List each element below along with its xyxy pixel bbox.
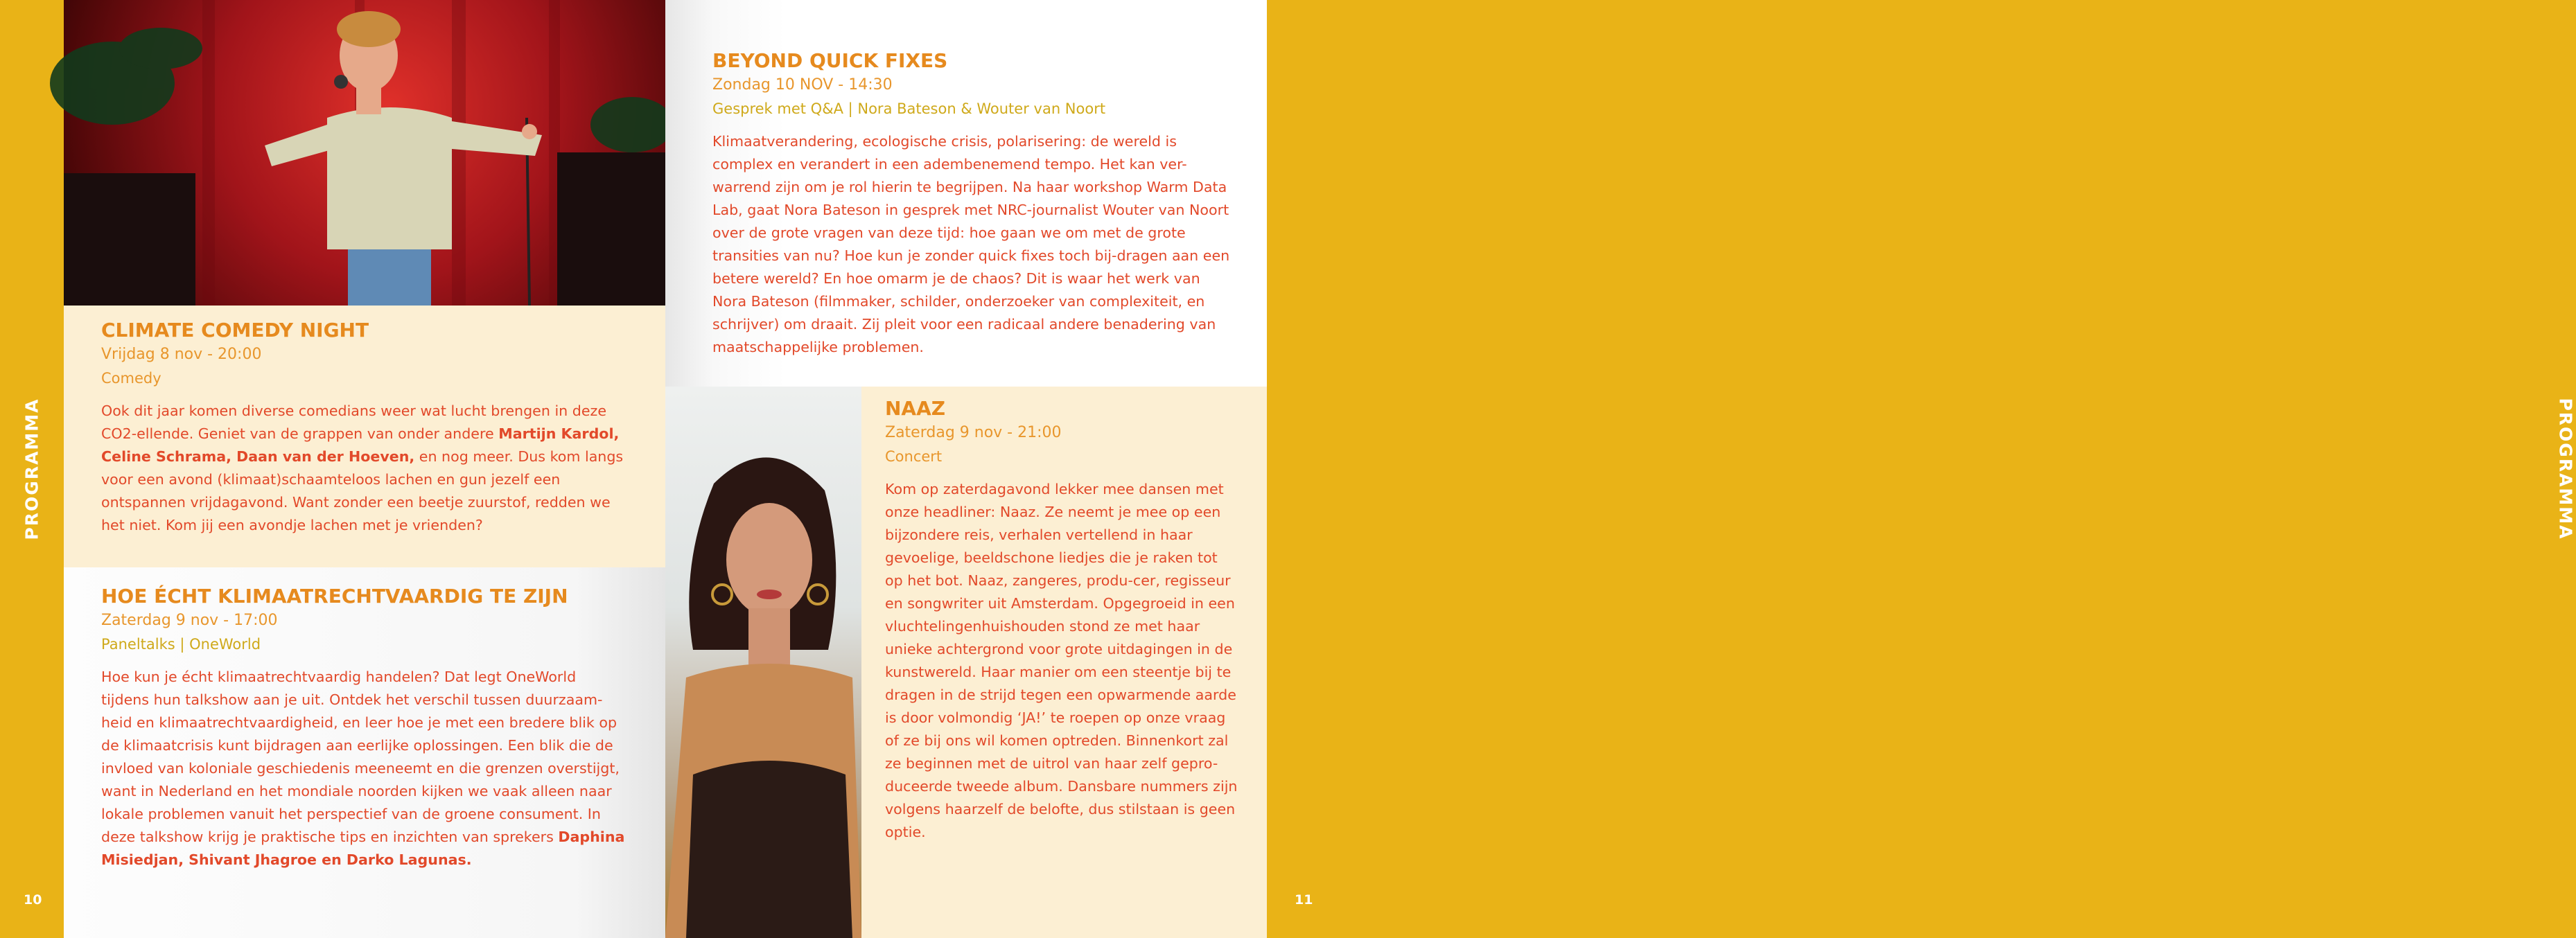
page-left <box>64 0 665 938</box>
event-title: CLIMATE COMEDY NIGHT <box>101 319 369 342</box>
event-date: Zaterdag 9 nov - 17:00 <box>101 612 278 629</box>
event-description: Hoe kun je écht klimaatrechtvaardig handelen? Dat legt OneWorld tijdens hun talkshow aan je uit. Ontdek het verschil tussen duurzaam-heid en klimaatrechtvaardigheid, en leer hoe je met een bredere blik op de klimaatcrisis kunt bijdragen aan eerlijke oplossingen. Een blik die de invloed van koloniale geschiedenis meeneemt en die grenzen overstijgt, want in Nederland en het mondiale noorden kijken we vaak alleen naar lokale problemen vanuit het perspectief van de groene consument. In deze talkshow krijg je praktische tips en inzichten van sprekers Daphina Misiedjan, Shivant Jhagroe en Darko Lagunas. <box>101 669 625 868</box>
event-performers: Martijn Kardol, Celine Schrama, Daan van der Hoeven, <box>101 425 620 465</box>
comedy-photo <box>64 0 665 306</box>
right-margin-strip <box>1267 0 2576 938</box>
event-category: Comedy <box>101 370 161 387</box>
section-label-right: PROGRAMMA <box>2555 398 2576 540</box>
event-date: Zondag 10 NOV - 14:30 <box>712 76 893 94</box>
event-title: NAAZ <box>885 397 946 420</box>
page-number-left: 10 <box>24 892 42 908</box>
page-number-right: 11 <box>1295 892 1313 908</box>
event-beyond <box>665 0 1267 387</box>
event-description: Kom op zaterdagavond lekker mee dansen met onze headliner: Naaz. Ze neemt je mee op een bijzondere reis, verhalen vertellend in haar gevoelige, beeldschone liedjes die je raken tot op het bot. Naaz, zangeres, produ-cer, regisseur en songwriter uit Amsterdam. Opgegroeid in een vluchtelingenhuishouden stond ze met haar unieke achtergrond voor grote uitdagingen in de kunstwereld. Haar manier om een steentje bij te dragen in de strijd tegen een opwarmende aarde is door volmondig ‘JA!’ te roepen op onze vraag of ze bij ons wil komen optreden. Binnenkort zal ze beginnen met de uitrol van haar zelf gepro-duceerde tweede album. Dansbare nummers zijn volgens haarzelf de belofte, dus stilstaan is geen optie. <box>885 481 1238 840</box>
event-comedy <box>64 306 665 567</box>
event-title: BEYOND QUICK FIXES <box>712 49 948 72</box>
event-date: Vrijdag 8 nov - 20:00 <box>101 346 262 363</box>
event-speakers: Daphina Misiedjan, Shivant Jhagroe en Darko Lagunas. <box>101 829 625 868</box>
event-description: Klimaatverandering, ecologische crisis, polarisering: de wereld is complex en verandert in een adembenemend tempo. Het kan ver-warrend zijn om je rol hierin te begrijpen. Na haar workshop Warm Data Lab, gaat Nora Bateson in gesprek met NRC-journalist Wouter van Noort over de grote vragen van deze tijd: hoe gaan we om met de grote transities van nu? Hoe kun je zonder quick fixes toch bij-dragen aan een betere wereld? En hoe omarm je de chaos? Dit is waar het werk van Nora Bateson (filmmaker, schilder, onderzoeker van complexiteit, en schrijver) om draait. Zij pleit voor een radicaal andere benadering van maatschappelijke problemen. <box>712 133 1230 355</box>
left-margin-strip <box>0 0 64 938</box>
event-description: Ook dit jaar komen diverse comedians weer wat lucht brengen in deze CO2-ellende. Geniet van de grappen van onder andere Martijn Kardol, Celine Schrama, Daan van der Hoeven, en nog meer. Dus kom langs voor een avond (klimaat)schaamteloos lachen en gun jezelf een ontspannen vrijdagavond. Want zonder een beetje zuurstof, redden we het niet. Kom jij een avondje lachen met je vrienden? <box>101 402 624 533</box>
event-category: Gesprek met Q&A | Nora Bateson & Wouter van Noort <box>712 100 1106 117</box>
page-right <box>665 0 1267 938</box>
event-category: Concert <box>885 448 943 465</box>
event-date: Zaterdag 9 nov - 21:00 <box>885 424 1062 441</box>
section-label-left: PROGRAMMA <box>21 398 42 540</box>
event-category: Paneltalks | OneWorld <box>101 636 261 653</box>
naaz-photo <box>665 387 861 938</box>
event-klimaat <box>64 567 665 938</box>
event-title: HOE ÉCHT KLIMAATRECHTVAARDIG TE ZIJN <box>101 585 568 608</box>
event-naaz <box>861 387 1267 938</box>
